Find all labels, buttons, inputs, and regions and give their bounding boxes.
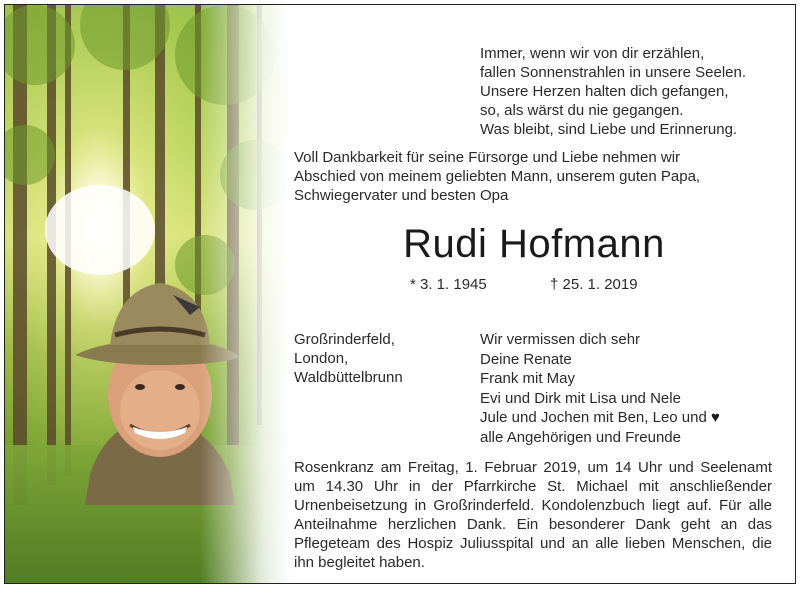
mourner-line: Frank mit May: [480, 370, 576, 387]
photo-fade-overlay: [200, 5, 290, 584]
mourner-line: Jule und Jochen mit Ben, Leo und: [480, 409, 707, 426]
deceased-name: Rudi Hofmann: [403, 222, 665, 266]
heart-icon: ♥: [711, 409, 720, 426]
farewell-intro: [294, 148, 774, 205]
intro-line: Abschied von meinem geliebten Mann, unserem guten Papa,: [294, 168, 701, 185]
poem-line: Immer, wenn wir von dir erzählen,: [480, 45, 705, 62]
poem-line: Was bleibt, sind Liebe und Erinnerung.: [480, 121, 738, 138]
poem-line: fallen Sonnenstrahlen in unsere Seelen.: [480, 64, 747, 81]
memorial-poem: [480, 44, 780, 139]
place-item: Großrinderfeld,: [294, 331, 395, 348]
poem-line: so, als wärst du nie gegangen.: [480, 102, 684, 119]
intro-line: Voll Dankbarkeit für seine Fürsorge und Liebe nehmen wir: [294, 149, 681, 166]
mourner-line: alle Angehörigen und Freunde: [480, 428, 681, 446]
service-details: Rosenkranz am Freitag, 1. Februar 2019, um 14 Uhr und Seelenamt um 14.30 Uhr in der Pfarrkirche St. Michael mit anschließender Urnenbeisetzung in Großrinderfeld. Kondolenzbuch liegt auf. Für alle Anteilnahme herzlichen Dank. Ein besonderer Dank geht an das Pflegeteam des Hospiz Juliusspital und an alle lieben Menschen, die ihn begleitet haben.: [294, 459, 772, 571]
place-item: Waldbüttelbrunn: [294, 369, 403, 386]
intro-line: Schwiegervater und besten Opa: [294, 187, 509, 204]
places-list: [294, 330, 403, 387]
mourners-list: [480, 330, 720, 447]
mourner-line: Evi und Dirk mit Lisa und Nele: [480, 389, 681, 407]
mourner-line: Deine Renate: [480, 350, 572, 368]
death-date: † 25. 1. 2019: [550, 276, 638, 293]
mourner-line: Wir vermissen dich sehr: [480, 331, 641, 348]
birth-date: * 3. 1. 1945: [410, 276, 487, 293]
forest-portrait-photo: [5, 5, 290, 584]
obituary-notice: [4, 4, 796, 584]
poem-line: Unsere Herzen halten dich gefangen,: [480, 83, 729, 100]
mourner-line-with-heart: [480, 408, 720, 428]
place-item: London,: [294, 350, 349, 367]
